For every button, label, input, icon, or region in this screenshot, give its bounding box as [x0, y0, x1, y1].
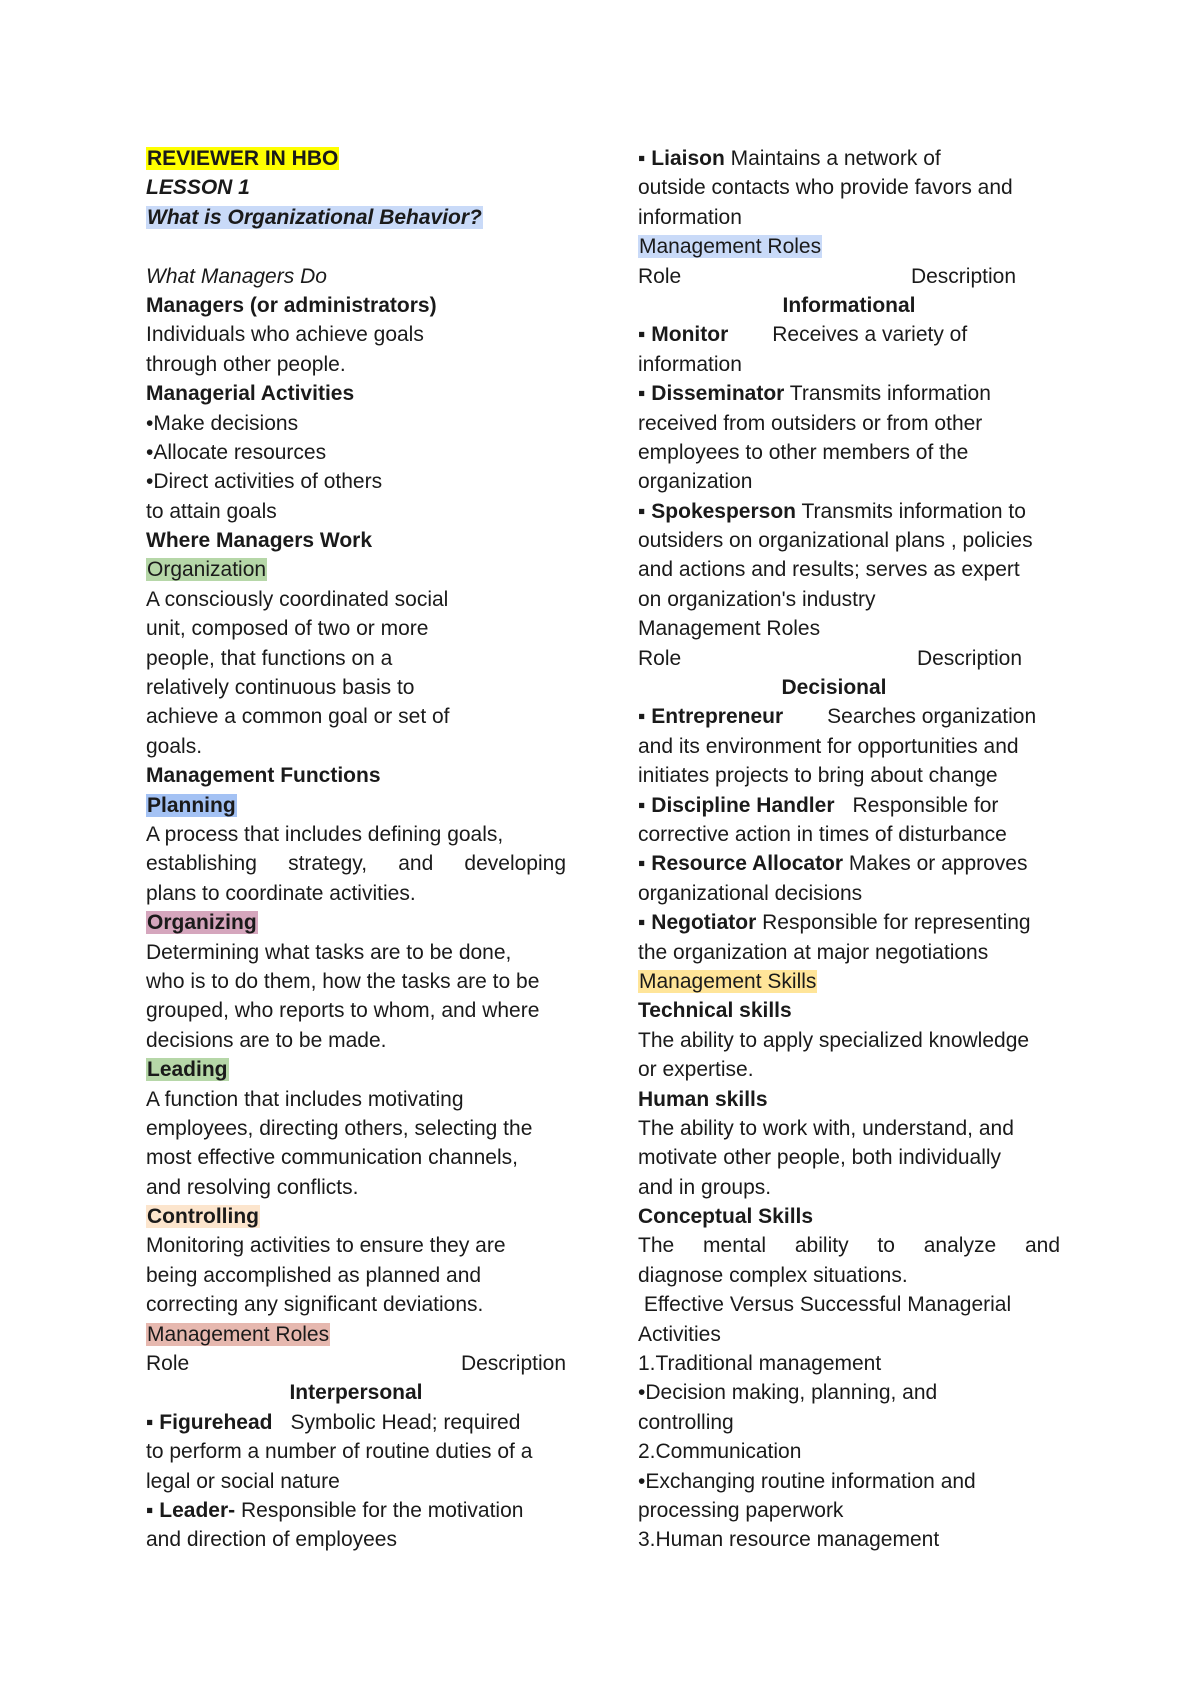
human-def-line: motivate other people, both individually [638, 1146, 1002, 1170]
monitor-desc-line: information [638, 352, 742, 376]
informational-heading: Informational [782, 293, 916, 317]
disseminator-desc-line: employees to other members of the [638, 440, 969, 464]
human-def-line: and in groups. [638, 1175, 772, 1199]
lesson-label: LESSON 1 [146, 176, 250, 200]
liaison-desc-line: information [638, 205, 742, 229]
discipline-entry [638, 791, 1060, 820]
resource-allocator-term: ▪ Resource Allocator [638, 852, 844, 876]
role-column-header: Role [146, 1352, 190, 1376]
leading-def-line: A function that includes motivating [146, 1087, 464, 1111]
managers-def-line: through other people. [146, 352, 346, 376]
liaison-desc-line: outside contacts who provide favors and [638, 176, 1013, 200]
document-title: REVIEWER IN HBO [147, 147, 339, 170]
planning-def-line: establishing strategy, and developing [146, 852, 566, 876]
figurehead-desc-line: legal or social nature [146, 1469, 340, 1493]
functions-heading: Management Functions [146, 764, 381, 788]
negotiator-desc: Responsible for representing [756, 911, 1031, 935]
right-column [638, 144, 1060, 1555]
technical-skills-heading: Technical skills [638, 999, 792, 1023]
decisional-heading: Decisional [781, 676, 887, 700]
roles-table-header [638, 262, 1060, 291]
leading-def-line: most effective communication channels, [146, 1146, 518, 1170]
controlling-def-line: Monitoring activities to ensure they are [146, 1234, 506, 1258]
organization-def-line: achieve a common goal or set of [146, 705, 450, 729]
organizing-def-line: Determining what tasks are to be done, [146, 940, 512, 964]
figurehead-desc-line: to perform a number of routine duties of a [146, 1440, 533, 1464]
organization-label: Organization [147, 558, 267, 582]
controlling-def-line: being accomplished as planned and [146, 1263, 482, 1287]
organizing-def-line: grouped, who reports to whom, and where [146, 999, 540, 1023]
activity-item: •Direct activities of others [146, 470, 383, 494]
activity-list-item: 1.Traditional management [638, 1352, 882, 1376]
lesson-question: What is Organizational Behavior? [147, 205, 482, 229]
spokesperson-desc-line: on organization's industry [638, 587, 876, 611]
leader-term: ▪ Leader- [146, 1498, 236, 1522]
activity-list-item: 2.Communication [638, 1440, 802, 1464]
activity-list-item: 3.Human resource management [638, 1528, 940, 1552]
organizing-def-line: decisions are to be made. [146, 1028, 387, 1052]
controlling-label: Controlling [147, 1205, 259, 1229]
description-column-header: Description [460, 1352, 566, 1376]
resource-allocator-desc: Makes or approves [843, 852, 1028, 876]
conceptual-skills-heading: Conceptual Skills [638, 1205, 814, 1229]
human-def-line: The ability to work with, understand, and [638, 1116, 1014, 1140]
activity-list-item: processing paperwork [638, 1498, 844, 1522]
description-column-header: Description [916, 646, 1022, 670]
leading-def-line: and resolving conflicts. [146, 1175, 359, 1199]
managers-def-line: Individuals who achieve goals [146, 323, 424, 347]
monitor-entry [638, 320, 1060, 349]
where-heading: Where Managers Work [146, 529, 373, 553]
figurehead-term: ▪ Figurehead [146, 1410, 273, 1434]
controlling-def-line: correcting any significant deviations. [146, 1293, 484, 1317]
spokesperson-desc-line: outsiders on organizational plans , policies [638, 529, 1033, 553]
activities-heading: Managerial Activities [146, 382, 355, 406]
leader-desc: Responsible for the motivation [235, 1498, 524, 1522]
left-column [146, 144, 566, 1555]
organization-def-line: goals. [146, 734, 203, 758]
spokesperson-entry [638, 497, 1060, 526]
roles-table-header [146, 1349, 566, 1378]
organization-def-line: unit, composed of two or more [146, 617, 429, 641]
activity-item: •Allocate resources [146, 440, 327, 464]
technical-def-line: The ability to apply specialized knowledge [638, 1028, 1030, 1052]
spokesperson-desc-line: and actions and results; serves as expert [638, 558, 1020, 582]
negotiator-term: ▪ Negotiator [638, 911, 757, 935]
planning-def-line: plans to coordinate activities. [146, 881, 416, 905]
discipline-handler-desc: Responsible for [852, 793, 999, 817]
negotiator-entry [638, 908, 1060, 937]
management-roles-label: Management Roles [147, 1322, 330, 1346]
organization-def-line: A consciously coordinated social [146, 587, 449, 611]
entrepreneur-desc: Searches organization [827, 705, 1037, 729]
figurehead-desc: Symbolic Head; required [290, 1410, 521, 1434]
monitor-term: ▪ Monitor [638, 323, 729, 347]
spokesperson-desc: Transmits information to [796, 499, 1026, 523]
discipline-desc-line: corrective action in times of disturbance [638, 822, 1007, 846]
liaison-desc: Maintains a network of [724, 147, 941, 170]
organization-def-line: relatively continuous basis to [146, 676, 415, 700]
planning-label: Planning [147, 793, 236, 817]
discipline-handler-term: ▪ Discipline Handler [638, 793, 835, 817]
activity-item: •Make decisions [146, 411, 299, 435]
spokesperson-term: ▪ Spokesperson [638, 499, 796, 523]
disseminator-entry [638, 379, 1060, 408]
management-roles-label: Management Roles [638, 617, 821, 641]
leading-label: Leading [147, 1058, 228, 1082]
activity-item: to attain goals [146, 499, 277, 523]
technical-def-line: or expertise. [638, 1058, 754, 1082]
organization-def-line: people, that functions on a [146, 646, 393, 670]
entrepreneur-desc-line: and its environment for opportunities and [638, 734, 1019, 758]
managers-heading: Managers (or administrators) [146, 293, 437, 317]
description-column-header: Description [910, 264, 1016, 288]
negotiator-desc-line: the organization at major negotiations [638, 940, 989, 964]
monitor-desc: Receives a variety of [772, 323, 968, 347]
organizing-label: Organizing [147, 911, 257, 935]
effective-heading-line: Effective Versus Successful Managerial [638, 1293, 1012, 1317]
section-what-managers-do: What Managers Do [146, 264, 327, 288]
entrepreneur-term: ▪ Entrepreneur [638, 705, 784, 729]
roles-table-header [638, 644, 1060, 673]
disseminator-desc-line: received from outsiders or from other [638, 411, 983, 435]
leading-def-line: employees, directing others, selecting the [146, 1116, 533, 1140]
activity-list-item: •Exchanging routine information and [638, 1469, 976, 1493]
management-skills-label: Management Skills [639, 969, 817, 993]
human-skills-heading: Human skills [638, 1087, 768, 1111]
planning-def-line: A process that includes defining goals, [146, 822, 504, 846]
effective-heading-line: Activities [638, 1322, 721, 1346]
interpersonal-heading: Interpersonal [289, 1381, 423, 1405]
disseminator-term: ▪ Disseminator [638, 382, 785, 406]
role-column-header: Role [638, 264, 682, 288]
entrepreneur-entry [638, 702, 1060, 731]
liaison-entry [638, 144, 1060, 173]
entrepreneur-desc-line: initiates projects to bring about change [638, 764, 998, 788]
activity-list-item: controlling [638, 1410, 734, 1434]
role-column-header: Role [638, 646, 682, 670]
leader-desc-line: and direction of employees [146, 1528, 397, 1552]
conceptual-def-line: diagnose complex situations. [638, 1263, 908, 1287]
resource-desc-line: organizational decisions [638, 881, 863, 905]
disseminator-desc: Transmits information [784, 382, 991, 406]
management-roles-label: Management Roles [639, 235, 822, 259]
disseminator-desc-line: organization [638, 470, 753, 494]
organizing-def-line: who is to do them, how the tasks are to be [146, 969, 540, 993]
liaison-term: ▪ Liaison [638, 147, 725, 170]
activity-list-item: •Decision making, planning, and [638, 1381, 938, 1405]
resource-entry [638, 849, 1060, 878]
conceptual-def-line: The mental ability to analyze and [638, 1234, 1060, 1258]
figurehead-entry [146, 1408, 566, 1437]
leader-entry [146, 1496, 566, 1525]
